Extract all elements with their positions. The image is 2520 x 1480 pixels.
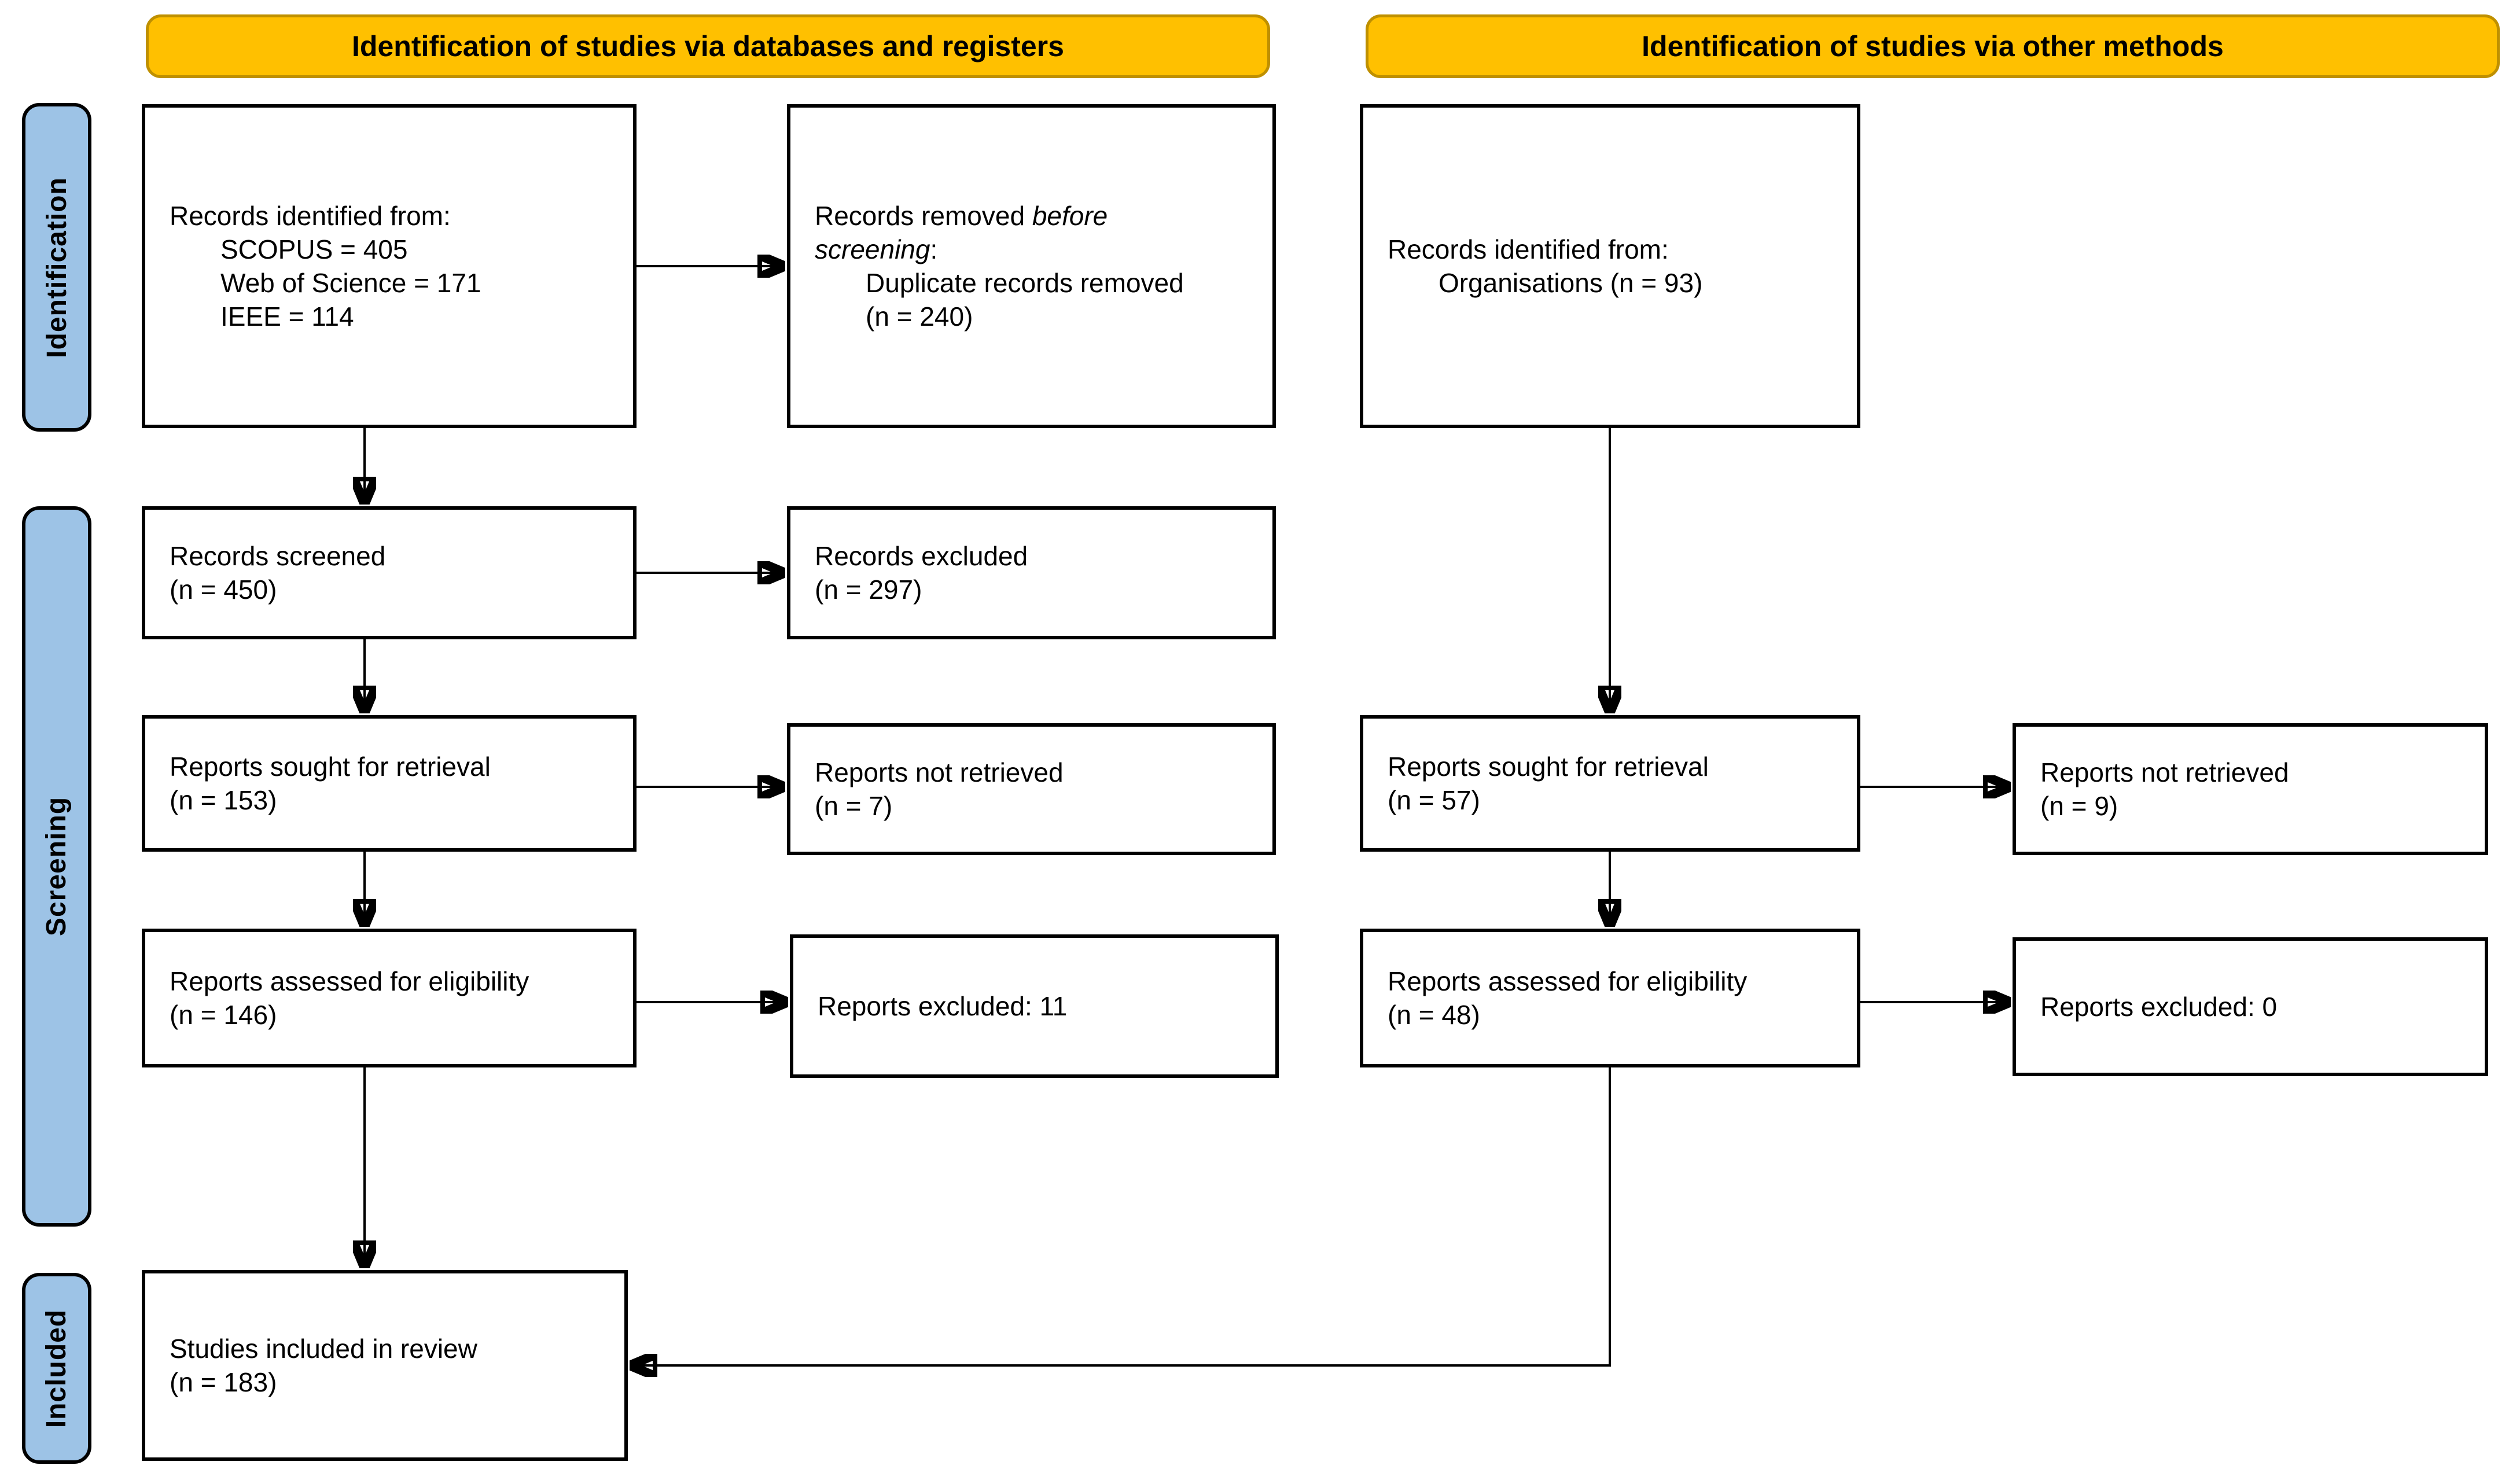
stage-screening bbox=[22, 506, 91, 1227]
stage-identification bbox=[22, 103, 91, 432]
box-text-line: Reports not retrieved bbox=[2040, 757, 2289, 787]
box-records-removed-before-screening bbox=[787, 104, 1276, 428]
box-text-line: (n = 9) bbox=[2040, 791, 2118, 821]
box-records-identified-databases bbox=[142, 104, 637, 428]
banner-other-methods-label: Identification of studies via other methods bbox=[1642, 30, 2224, 62]
stage-included-label: Included bbox=[41, 1309, 72, 1428]
box-text-line: Studies included in review bbox=[170, 1334, 477, 1364]
banner-other-methods bbox=[1366, 14, 2500, 78]
box-text-line: Records screened bbox=[170, 541, 386, 571]
box-records-excluded bbox=[787, 506, 1276, 639]
box-text-line: (n = 7) bbox=[815, 791, 893, 821]
box-text-line: Reports assessed for eligibility bbox=[170, 966, 529, 996]
box-text-line: Organisations (n = 93) bbox=[1439, 268, 1703, 298]
box-text-line: (n = 146) bbox=[170, 1000, 277, 1030]
arrow-other-assessed-to-included bbox=[630, 1067, 1610, 1365]
stage-screening-label: Screening bbox=[41, 796, 72, 937]
box-text-line: Reports sought for retrieval bbox=[1388, 752, 1709, 782]
box-text-italic-segment: screening bbox=[815, 234, 930, 264]
box-text-line: (n = 153) bbox=[170, 785, 277, 815]
box-text-line: Reports sought for retrieval bbox=[170, 752, 491, 782]
box-text-line: Records identified from: bbox=[1388, 234, 1669, 264]
box-text-line: (n = 183) bbox=[170, 1367, 277, 1397]
banner-databases-registers bbox=[146, 14, 1270, 78]
box-text-line: Duplicate records removed bbox=[866, 268, 1184, 298]
box-text-segment: Records removed bbox=[815, 201, 1032, 231]
box-text-line: Records identified from: bbox=[170, 201, 451, 231]
stage-included bbox=[22, 1273, 91, 1464]
box-reports-not-retrieved-other bbox=[2013, 723, 2488, 855]
box-text-italic-segment: before bbox=[1032, 201, 1108, 231]
box-records-identified-other bbox=[1360, 104, 1860, 428]
box-text-line: (n = 450) bbox=[170, 575, 277, 605]
box-reports-assessed-databases bbox=[142, 929, 637, 1067]
box-text-line: Reports assessed for eligibility bbox=[1388, 966, 1748, 996]
box-text-line: Web of Science = 171 bbox=[220, 268, 481, 298]
box-text-line: SCOPUS = 405 bbox=[220, 234, 408, 264]
box-text-line bbox=[815, 233, 1248, 266]
box-text-line: Reports excluded: 0 bbox=[2040, 992, 2278, 1022]
box-text-line: (n = 57) bbox=[1388, 785, 1480, 815]
box-reports-excluded-other bbox=[2013, 937, 2488, 1076]
box-text-line: Reports excluded: 11 bbox=[818, 991, 1068, 1021]
box-text-segment: : bbox=[930, 234, 938, 264]
box-records-screened bbox=[142, 506, 637, 639]
box-reports-sought-other bbox=[1360, 715, 1860, 852]
box-text-line: (n = 48) bbox=[1388, 1000, 1480, 1030]
box-text-line: IEEE = 114 bbox=[220, 301, 354, 332]
box-reports-assessed-other bbox=[1360, 929, 1860, 1067]
box-reports-sought-databases bbox=[142, 715, 637, 852]
box-studies-included bbox=[142, 1270, 628, 1461]
box-text-line: Records excluded bbox=[815, 541, 1028, 571]
banner-databases-registers-label: Identification of studies via databases and registers bbox=[352, 30, 1064, 62]
box-text-line: (n = 297) bbox=[815, 575, 922, 605]
box-reports-excluded-databases bbox=[790, 934, 1279, 1078]
stage-identification-label: Identification bbox=[41, 176, 72, 358]
box-text-line bbox=[815, 199, 1248, 233]
box-text-line: (n = 240) bbox=[866, 301, 973, 332]
box-text-line: Reports not retrieved bbox=[815, 757, 1064, 787]
box-reports-not-retrieved-databases bbox=[787, 723, 1276, 855]
